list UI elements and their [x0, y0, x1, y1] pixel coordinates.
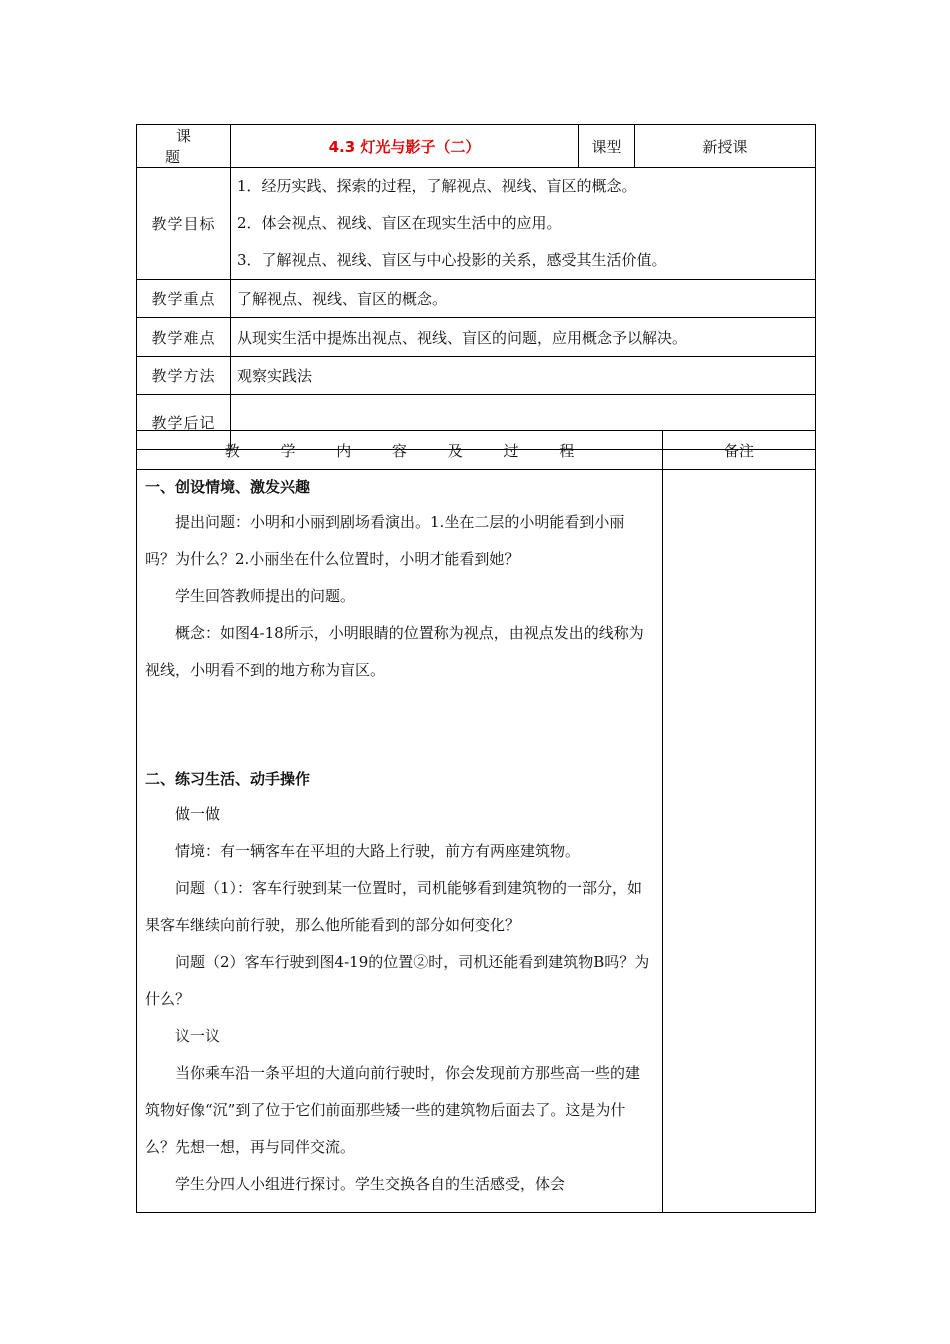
difficulty-value: 从现实生活中提炼出视点、视线、盲区的问题，应用概念予以解决。	[231, 318, 816, 357]
method-row	[137, 357, 816, 395]
postscript-label: 教学后记	[137, 395, 231, 450]
type-label: 课型	[579, 125, 635, 168]
process-header: 教 学 内 容 及 过 程	[137, 431, 663, 470]
process-table	[136, 430, 816, 1213]
section-heading: 二、练习生活、动手操作	[145, 770, 311, 788]
paragraph: 当你乘车沿一条平坦的大道向前行驶时，你会发现前方那些高一些的建筑物好像“沉”到了位于它们前面那些矮一些的建筑物后面去了。这是为什么？先想一想，再与同伴交流。	[145, 1064, 641, 1156]
method-label: 教学方法	[137, 357, 231, 395]
method-value: 观察实践法	[231, 357, 816, 395]
process-header-row	[137, 431, 816, 470]
objective-item: 2．体会视点、视线、盲区在现实生活中的应用。	[237, 214, 562, 232]
topic-label: 课 题	[137, 125, 231, 168]
objective-item: 3．了解视点、视线、盲区与中心投影的关系，感受其生活价值。	[237, 251, 667, 269]
paragraph: 学生分四人小组进行探讨。学生交换各自的生活感受，体会	[175, 1175, 566, 1193]
type-value: 新授课	[635, 125, 816, 168]
process-content	[137, 470, 663, 1213]
key-point-label: 教学重点	[137, 280, 231, 318]
lesson-title: 4.3 灯光与影子（二）	[231, 125, 579, 168]
paragraph: 问题（1）：客车行驶到某一位置时，司机能够看到建筑物的一部分，如果客车继续向前行驶，那么他所能看到的部分如何变化？	[145, 879, 643, 934]
paragraph: 议一议	[175, 1027, 221, 1045]
paragraph: 提出问题：小明和小丽到剧场看演出。1.坐在二层的小明能看到小丽吗？为什么？2.小丽坐在什么位置时，小明才能看到她？	[145, 513, 625, 568]
key-point-row	[137, 280, 816, 318]
topic-row	[137, 125, 816, 168]
objectives-list	[231, 168, 816, 280]
objective-item: 1．经历实践、探索的过程，了解视点、视线、盲区的概念。	[237, 177, 637, 195]
paragraph: 问题（2）客车行驶到图4-19的位置②时，司机还能看到建筑物B吗？为什么？	[145, 953, 650, 1008]
key-point-value: 了解视点、视线、盲区的概念。	[231, 280, 816, 318]
paragraph: 概念：如图4-18所示，小明眼睛的位置称为视点，由视点发出的线称为视线，小明看不到的地方称为盲区。	[145, 624, 644, 679]
notes-column	[663, 470, 816, 1213]
section-heading: 一、创设情境、激发兴趣	[145, 478, 311, 496]
objectives-label: 教学目标	[137, 168, 231, 280]
objectives-row	[137, 168, 816, 280]
process-content-row	[137, 470, 816, 1213]
paragraph: 情境：有一辆客车在平坦的大路上行驶，前方有两座建筑物。	[175, 842, 581, 860]
spacer	[145, 689, 654, 762]
notes-header: 备注	[663, 431, 816, 470]
paragraph: 学生回答教师提出的问题。	[175, 587, 356, 605]
difficulty-row	[137, 318, 816, 357]
paragraph: 做一做	[175, 805, 221, 823]
difficulty-label: 教学难点	[137, 318, 231, 357]
lesson-info-table	[136, 124, 816, 450]
